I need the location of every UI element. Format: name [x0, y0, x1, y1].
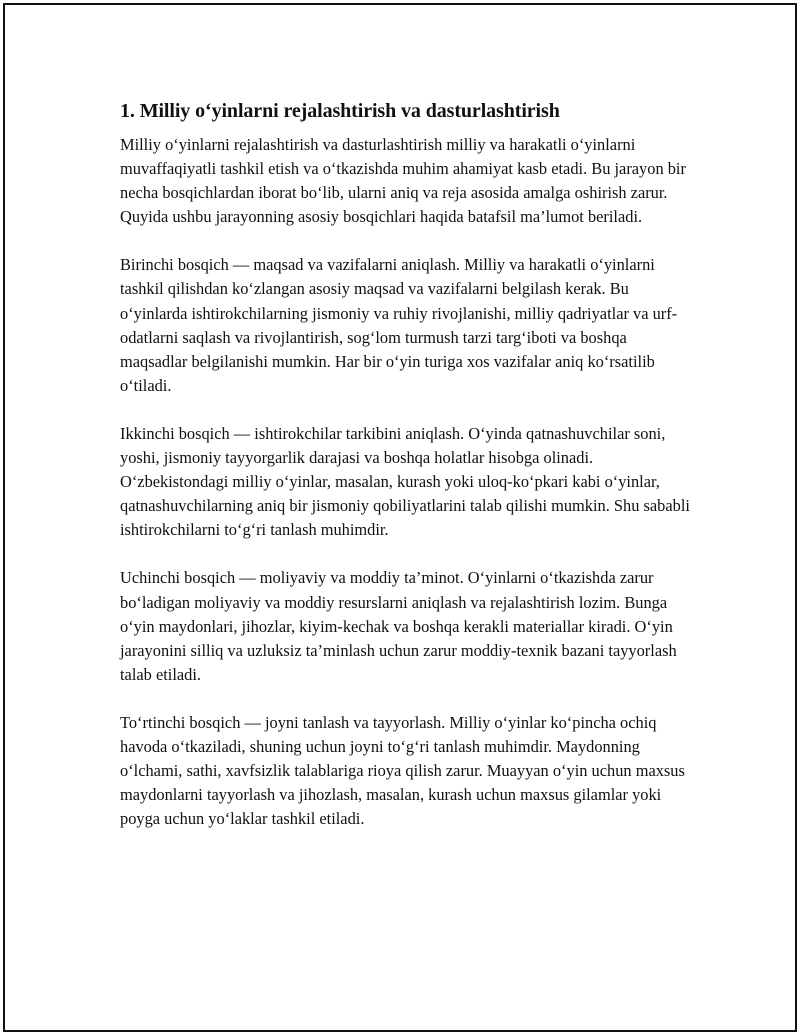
- paragraph-stage-1: Birinchi bosqich — maqsad va vazifalarni aniqlash. Milliy va harakatli o‘yinlarni tashkil qilishdan ko‘zlangan asosiy maqsad va vazifalarni belgilash kerak. Bu o‘yinlarda ishtirokchilarning jismoniy va ruhiy rivojlanishi, milliy qadriyatlar va urf-odatlarni saqlash va rivojlantirish, sog‘lom turmush tarzi targ‘iboti va boshqa maqsadlar belgilanishi mumkin. Har bir o‘yin turiga xos vazifalar aniq ko‘rsatilib o‘tiladi.: [120, 255, 678, 395]
- paragraph-stage-4: To‘rtinchi bosqich — joyni tanlash va tayyorlash. Milliy o‘yinlar ko‘pincha ochiq havoda o‘tkaziladi, shuning uchun joyni to‘g‘ri tanlash muhimdir. Maydonning o‘lchami, sathi, xavfsizlik talablariga rioya qilish zarur. Muayyan o‘yin uchun maxsus maydonlarni tayyorlash va jihozlash, masalan, kurash uchun maxsus gilamlar yoki poyga uchun yo‘laklar tashkil etiladi.: [120, 712, 685, 829]
- paragraph-stage-3: Uchinchi bosqich — moliyaviy va moddiy ta’minot. O‘yinlarni o‘tkazishda zarur bo‘ladigan moliyaviy va moddiy resurslarni aniqlash va rejalashtirish lozim. Bunga o‘yin maydonlari, jihozlar, kiyim-kechak va boshqa kerakli materiallar kiradi. O‘yin jarayonini silliq va uzluksiz ta’minlash uchun zarur moddiy-texnik bazani tayyorlash talab etiladi.: [120, 568, 677, 684]
- document-body: [120, 97, 690, 855]
- page-frame: [3, 3, 797, 1032]
- paragraph-intro: Milliy o‘yinlarni rejalashtirish va dasturlashtirish milliy va harakatli o‘yinlarni muvaffaqiyatli tashkil etish va o‘tkazishda muhim ahamiyat kasb etadi. Bu jarayon bir necha bosqichlardan iborat bo‘lib, ularni aniq va reja asosida amalga oshirish zarur. Quyida ushbu jarayonning asosiy bosqichlari haqida batafsil ma’lumot beriladi.: [120, 135, 686, 227]
- section-heading: 1. Milliy o‘yinlarni rejalashtirish va dasturlashtirish: [120, 100, 560, 122]
- paragraph-stage-2: Ikkinchi bosqich — ishtirokchilar tarkibini aniqlash. O‘yinda qatnashuvchilar soni, yoshi, jismoniy tayyorgarlik darajasi va boshqa holatlar hisobga olinadi. O‘zbekistondagi milliy o‘yinlar, masalan, kurash yoki uloq-ko‘pkari kabi o‘yinlar, qatnashuvchilarning aniq bir jismoniy qobiliyatlarini talab qilishi mumkin. Shu sababli ishtirokchilarni to‘g‘ri tanlash muhimdir.: [120, 423, 690, 540]
